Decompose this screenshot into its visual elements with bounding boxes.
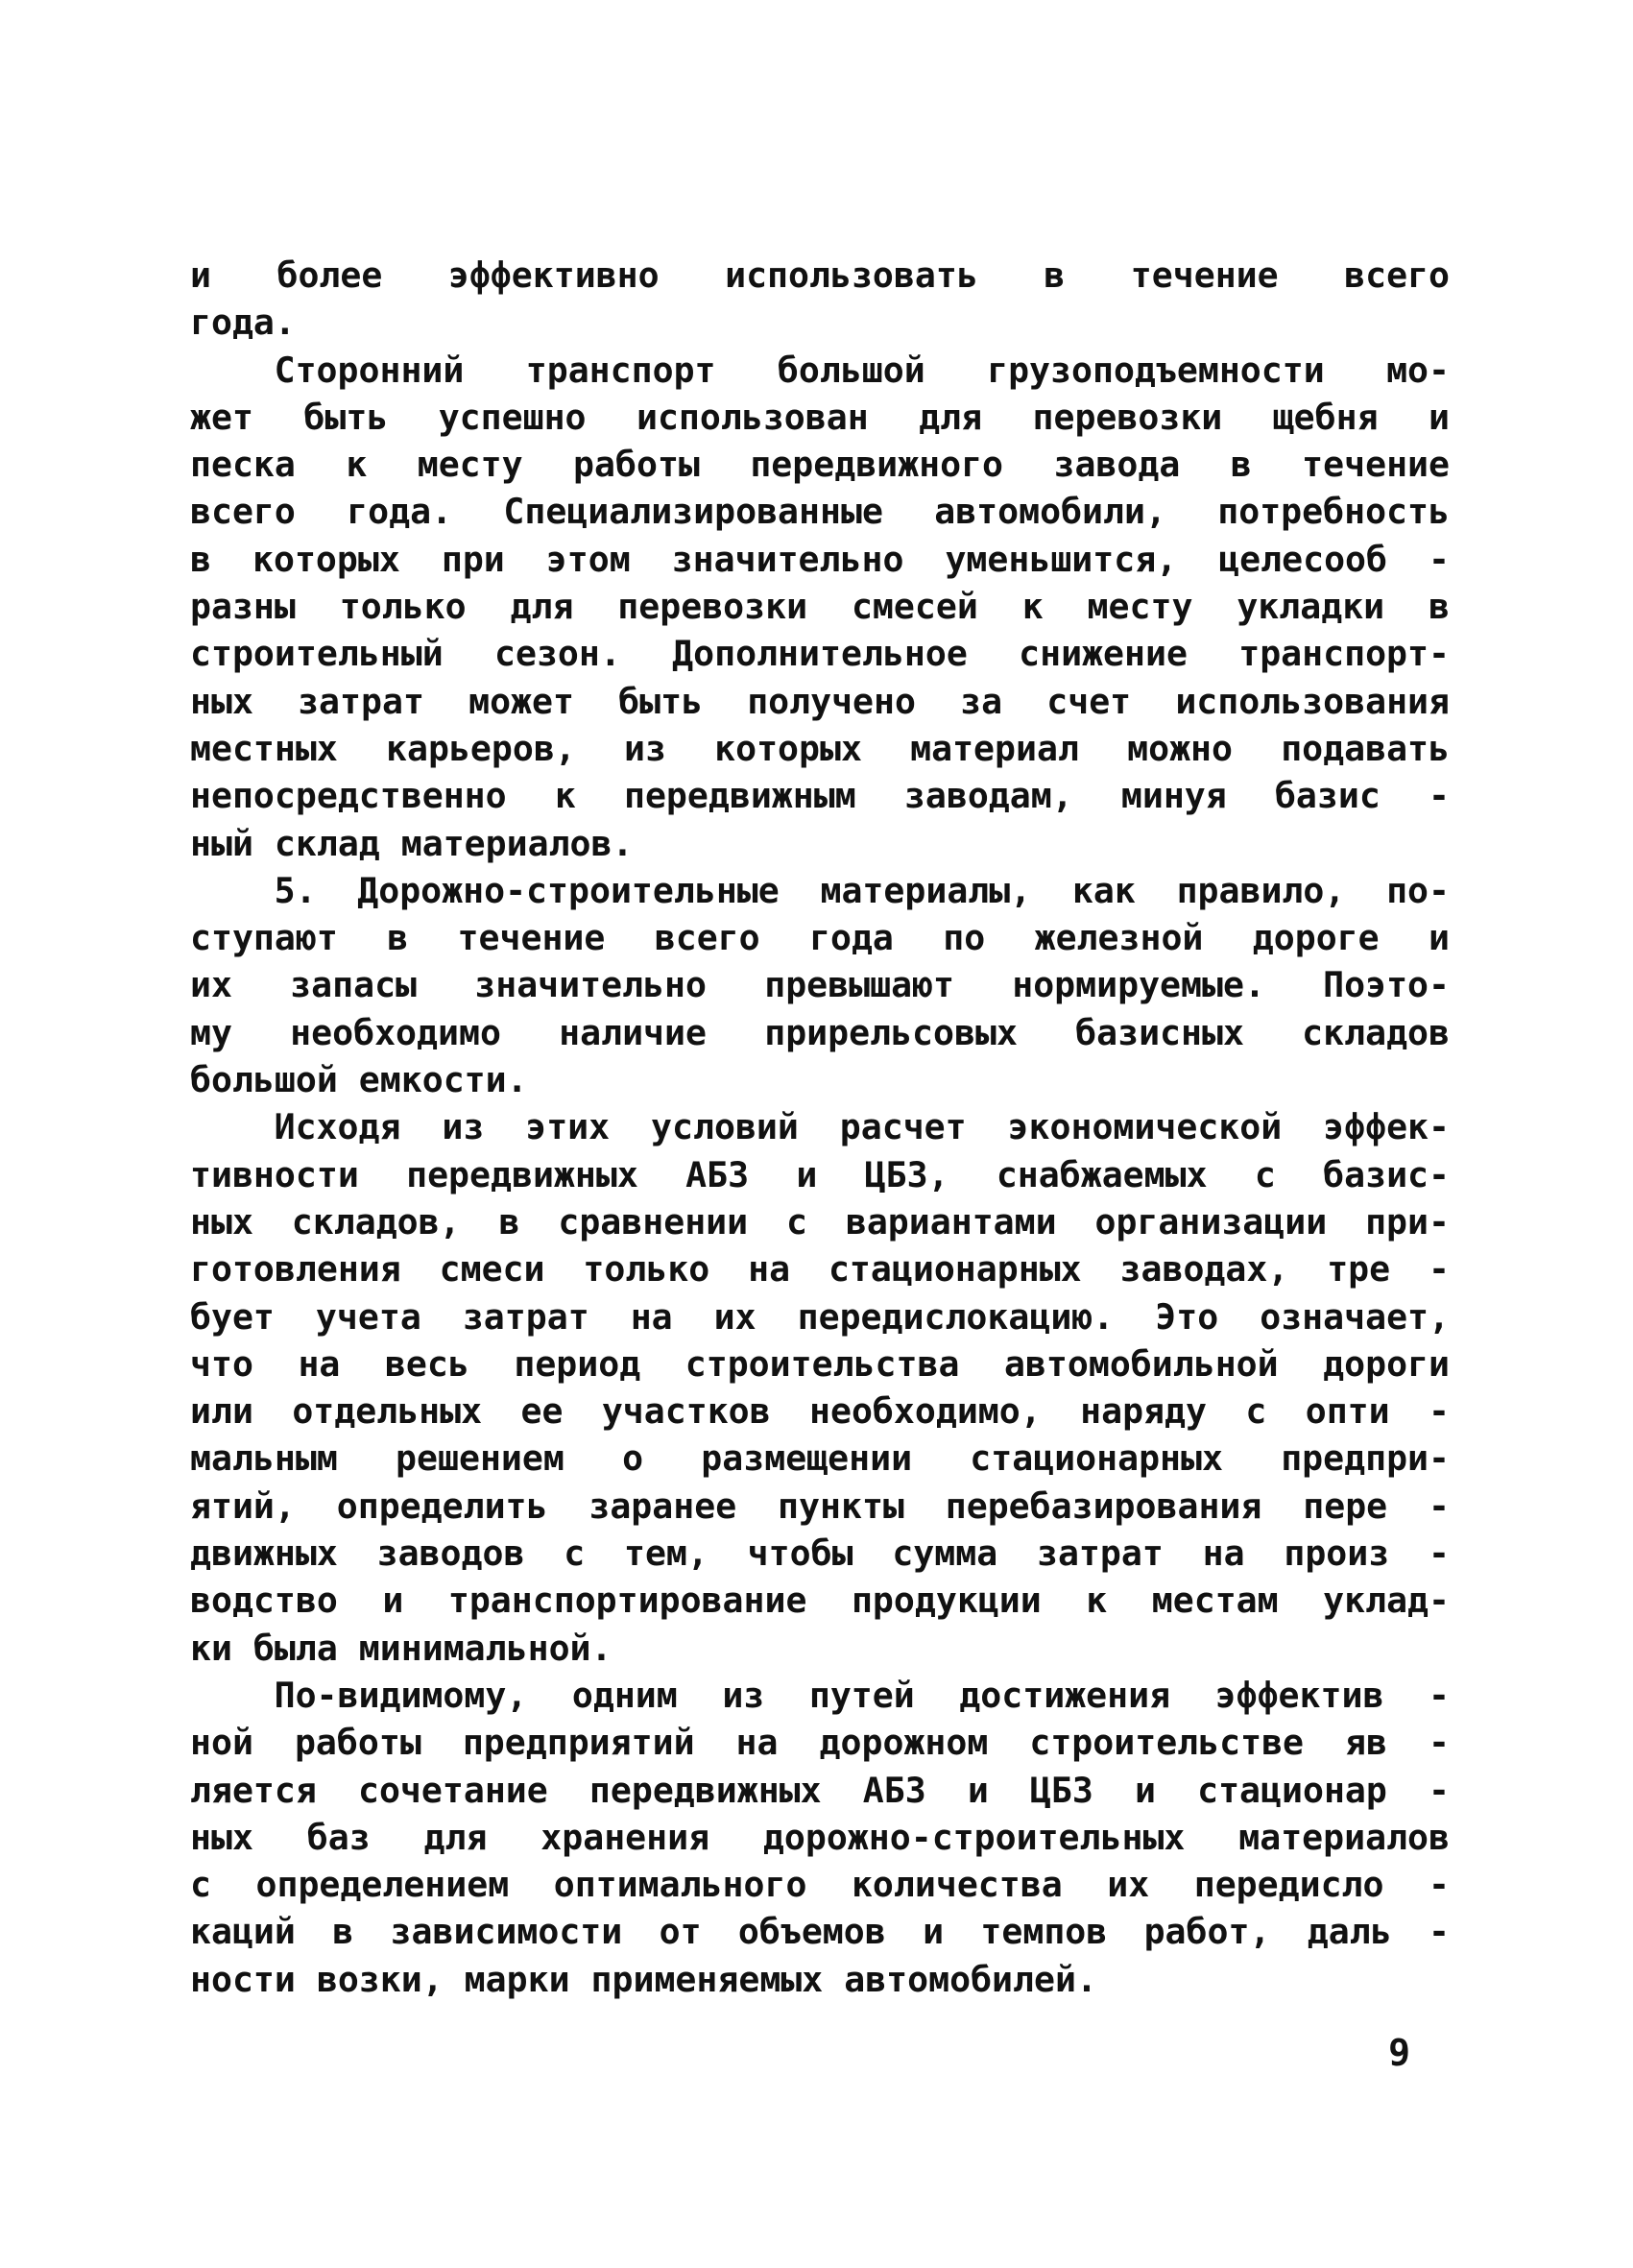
text-line: ных баз для хранения дорожно-строительных материалов: [190, 1816, 1450, 1858]
text-line: движных заводов с тем, чтобы сумма затрат на произ -: [190, 1532, 1450, 1575]
text-line: их запасы значительно превышают нормируемые. Поэто-: [190, 964, 1450, 1006]
text-line: мальным решением о размещении стационарных предпри-: [190, 1437, 1450, 1480]
body-text: [190, 252, 1450, 2003]
text-line: местных карьеров, из которых материал можно подавать: [190, 727, 1450, 769]
text-line: ятий, определить заранее пункты перебазирования пере -: [190, 1484, 1450, 1527]
text-line: большой емкости.: [190, 1059, 528, 1101]
text-line: 5. Дорожно-строительные материалы, как правило, по-: [274, 869, 1450, 911]
text-line: что на весь период строительства автомобильной дороги: [190, 1342, 1450, 1385]
text-line: ки была минимальной.: [190, 1627, 612, 1669]
text-line: в которых при этом значительно уменьшится, целесооб -: [190, 538, 1450, 580]
text-line: ляется сочетание передвижных АБЗ и ЦБЗ и стационар -: [190, 1769, 1450, 1811]
text-line: Сторонний транспорт большой грузоподъемности мо-: [274, 349, 1450, 391]
text-line: ступают в течение всего года по железной дороге и: [190, 917, 1450, 959]
text-line: ных затрат может быть получено за счет использования: [190, 680, 1450, 722]
text-line: ной работы предприятий на дорожном строительстве яв -: [190, 1722, 1450, 1764]
text-line: всего года. Специализированные автомобили, потребность: [190, 491, 1450, 533]
text-line: непосредственно к передвижным заводам, минуя базис -: [190, 775, 1450, 817]
text-line: бует учета затрат на их передислокацию. Это означает,: [190, 1295, 1450, 1338]
text-line: песка к месту работы передвижного завода в течение: [190, 444, 1450, 486]
text-line: и более эффективно использовать в течение всего: [190, 254, 1450, 296]
text-line: водство и транспортирование продукции к местам уклад-: [190, 1580, 1450, 1622]
text-line: ности возки, марки применяемых автомобилей.: [190, 1958, 1097, 2000]
page-number: 9: [1388, 2032, 1410, 2074]
text-line: По-видимому, одним из путей достижения эффектив -: [274, 1674, 1450, 1716]
text-line: жет быть успешно использован для перевозки щебня и: [190, 396, 1450, 438]
text-line: тивности передвижных АБЗ и ЦБЗ, снабжаемых с базис-: [190, 1153, 1450, 1195]
text-line: ных складов, в сравнении с вариантами организации при-: [190, 1200, 1450, 1243]
text-line: каций в зависимости от объемов и темпов работ, даль -: [190, 1911, 1450, 1953]
text-line: строительный сезон. Дополнительное снижение транспорт-: [190, 633, 1450, 675]
text-line: Исходя из этих условий расчет экономической эффек-: [274, 1106, 1450, 1148]
text-line: года.: [190, 302, 296, 344]
text-line: му необходимо наличие прирельсовых базисных складов: [190, 1011, 1450, 1053]
text-line: или отдельных ее участков необходимо, наряду с опти -: [190, 1390, 1450, 1433]
text-line: готовления смеси только на стационарных заводах, тре -: [190, 1248, 1450, 1291]
text-line: ный склад материалов.: [190, 822, 634, 864]
text-line: разны только для перевозки смесей к месту укладки в: [190, 586, 1450, 628]
text-line: с определением оптимального количества их передисло -: [190, 1864, 1450, 1906]
